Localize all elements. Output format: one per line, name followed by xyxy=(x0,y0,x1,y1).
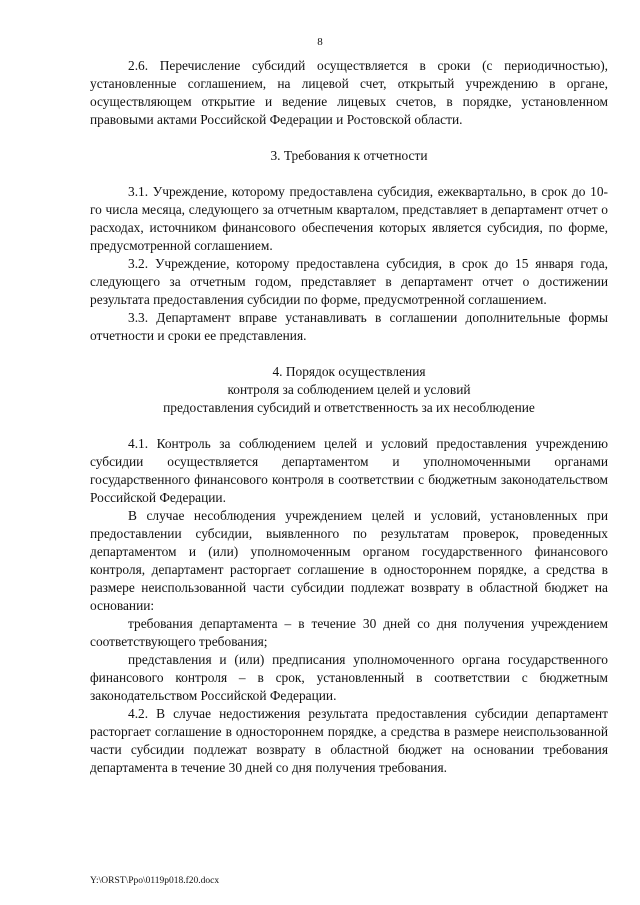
paragraph-4-1-prescription: представления и (или) предписания уполномоченного органа государственного финансового контроля – в срок, установленный в соответствии с бюджетным законодательством Российской Федерации. xyxy=(90,652,608,703)
paragraph-3-1: 3.1. Учреждение, которому предоставлена субсидия, ежеквартально, в срок до 10-го числа месяца, следующего за отчетным кварталом, представляет в департамент отчет о расходах, источником финансового обеспечения которых является субсидия, по форме, предусмотренной соглашением. xyxy=(90,184,608,253)
page-number: 8 xyxy=(317,36,323,48)
footer-file-path: Y:\ORST\Ppo\0119p018.f20.docx xyxy=(90,876,220,886)
paragraph-4-2: 4.2. В случае недостижения результата предоставления субсидии департамент расторгает соглашение в одностороннем порядке, а средства в размере неиспользованной части субсидии подлежат возврату в областной бюджет на основании требования департамента в течение 30 дней со дня получения требования. xyxy=(90,706,608,775)
paragraph-4-1-requirement: требования департамента – в течение 30 дней со дня получения учреждением соответствующего требования; xyxy=(90,616,608,649)
paragraph-3-2: 3.2. Учреждение, которому предоставлена субсидия, в срок до 15 января года, следующего за отчетным годом, представляет в департамент отчет о достижении результата предоставления субсидии по форме, предусмотренной соглашением. xyxy=(90,256,608,307)
section-4-title-line3: предоставления субсидий и ответственность за их несоблюдение xyxy=(163,400,535,415)
section-3-title: 3. Требования к отчетности xyxy=(270,148,428,163)
paragraph-4-1: 4.1. Контроль за соблюдением целей и условий предоставления учреждению субсидии осуществляется департаментом и уполномоченными органами государственного финансового контроля в соответствии с бюджетным законодательством Российской Федерации. xyxy=(90,436,608,505)
document-body xyxy=(90,57,608,777)
section-4-title-line2: контроля за соблюдением целей и условий xyxy=(227,382,471,397)
paragraph-2-6: 2.6. Перечисление субсидий осуществляется в сроки (с периодичностью), установленные соглашением, на лицевой счет, открытый учреждению в органе, осуществляющем открытие и ведение лицевых счетов, в порядке, установленном правовыми актами Российской Федерации и Ростовской области. xyxy=(90,58,608,127)
paragraph-3-3: 3.3. Департамент вправе устанавливать в соглашении дополнительные формы отчетности и сроки ее представления. xyxy=(90,310,608,343)
paragraph-4-1-violation: В случае несоблюдения учреждением целей и условий, установленных при предоставлении субсидии, выявленного по результатам проверок, проведенных департаментом и (или) уполномоченным органом государственного финансового контроля, департамент расторгает соглашение в одностороннем порядке, а средства в размере неиспользованной части субсидии подлежат возврату в областной бюджет на основании: xyxy=(90,508,608,613)
section-4-title-line1: 4. Порядок осуществления xyxy=(272,364,426,379)
